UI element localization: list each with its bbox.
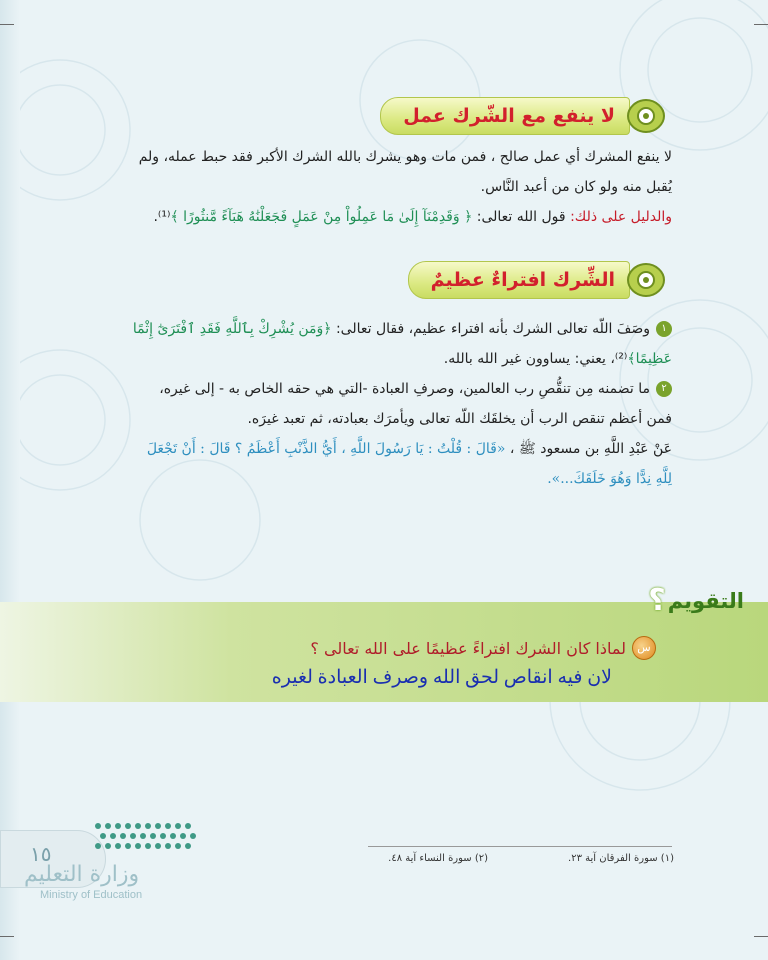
point-1 <box>62 314 672 344</box>
evaluation-heading <box>644 583 744 618</box>
handwritten-answer: لان فيه انقاص لحق الله وصرف العبادة لغيره <box>271 667 612 688</box>
flower-ornament-icon <box>622 260 670 300</box>
question-mark-icon: ؟ <box>648 583 666 618</box>
crop-mark <box>0 24 14 25</box>
evidence-line <box>72 202 672 232</box>
ministry-name-ar: وزارة التعليم <box>24 862 140 887</box>
section-title: لا ينفع مع الشّرك عمل <box>380 97 630 135</box>
ministry-logo-icon <box>92 818 202 858</box>
page-number: ١٥ <box>30 842 52 866</box>
point-text: ⁽²⁾، يعني: يساوون غير الله بالله. <box>443 351 628 367</box>
evidence-intro: قول الله تعالى: <box>472 209 571 225</box>
hadith-intro: عَنْ عَبْدِ اللَّهِ بن مسعود ﷺ ، <box>505 441 672 457</box>
point-2 <box>62 374 672 404</box>
footnote-ref: ⁽¹⁾. <box>153 209 171 225</box>
footnote-divider <box>368 846 672 847</box>
ministry-name-en: Ministry of Education <box>40 889 143 901</box>
question-line <box>310 636 656 660</box>
point-number-badge: ١ <box>656 321 672 337</box>
footnote-1: (١) سورة الفرقان آية ٢٣. <box>568 853 674 864</box>
hadith-text: «قَالَ : قُلْتُ : يَا رَسُولَ اللَّهِ ، أَيُّ الذَّنْبِ أَعْظَمُ ؟ قَالَ : أَنْ تَجْعَلَ <box>146 441 506 457</box>
hadith-line <box>62 434 672 464</box>
section-heading-2 <box>408 260 670 300</box>
flower-ornament-icon <box>622 96 670 136</box>
point-text: ما تضمنه مِن تنقُّصِ رب العالمين، وصرفِ العبادة -التي هي حقه الخاص به - إلى غيره، <box>159 381 650 397</box>
crop-mark <box>754 936 768 937</box>
paragraph-section2 <box>62 314 672 494</box>
hadith-text: لِلَّهِ نِدًّا وَهُوَ خَلَقَكَ...». <box>547 471 672 487</box>
paragraph-section1 <box>72 142 672 232</box>
quran-verse: عَظِيمًا﴾ <box>627 351 672 367</box>
question-badge-icon: س <box>632 636 656 660</box>
quran-verse: ﴿وَمَن يُشْرِكْ بِٱللَّهِ فَقَدِ ٱفْتَرَىٰٓ إِثْمًا <box>132 321 332 337</box>
point-number-badge: ٢ <box>656 381 672 397</box>
point-1-cont <box>62 344 672 374</box>
question-text: لماذا كان الشرك افتراءً عظيمًا على الله تعالى ؟ <box>310 638 626 658</box>
text-line: لا ينفع المشرك أي عمل صالح ، فمن مات وهو يشرك بالله الشرك الأكبر فقد حبط عمله، ولم <box>138 149 672 165</box>
crop-mark <box>0 936 14 937</box>
left-edge-strip <box>0 0 20 960</box>
section-heading-1 <box>380 96 670 136</box>
text-line: يُقبل منه ولو كان من أعبد النَّاس. <box>480 179 672 195</box>
point-text: وصَفَ اللّه تعالى الشرك بأنه افتراء عظيم، فقال تعالى: <box>331 321 650 337</box>
hadith-line-2 <box>62 464 672 494</box>
point-2-cont: فمن أعظم تنقص الرب أن يخلقَك اللّه تعالى ويأمرَك بعبادته، ثم تعبد غيرَه. <box>247 411 672 427</box>
crop-mark <box>754 24 768 25</box>
evidence-label: والدليل على ذلك: <box>570 209 672 225</box>
footnotes <box>388 853 674 864</box>
section-title: الشِّرك افتراءٌ عظيمٌ <box>408 261 630 299</box>
quran-verse: ﴿ وَقَدِمْنَآ إِلَىٰ مَا عَمِلُواْ مِنْ عَمَلٍ فَجَعَلْنَٰهُ هَبَآءً مَّنثُورًا ﴾ <box>170 209 473 225</box>
footnote-2: (٢) سورة النساء آية ٤٨. <box>388 853 489 864</box>
evaluation-title: التقويم <box>667 589 744 613</box>
